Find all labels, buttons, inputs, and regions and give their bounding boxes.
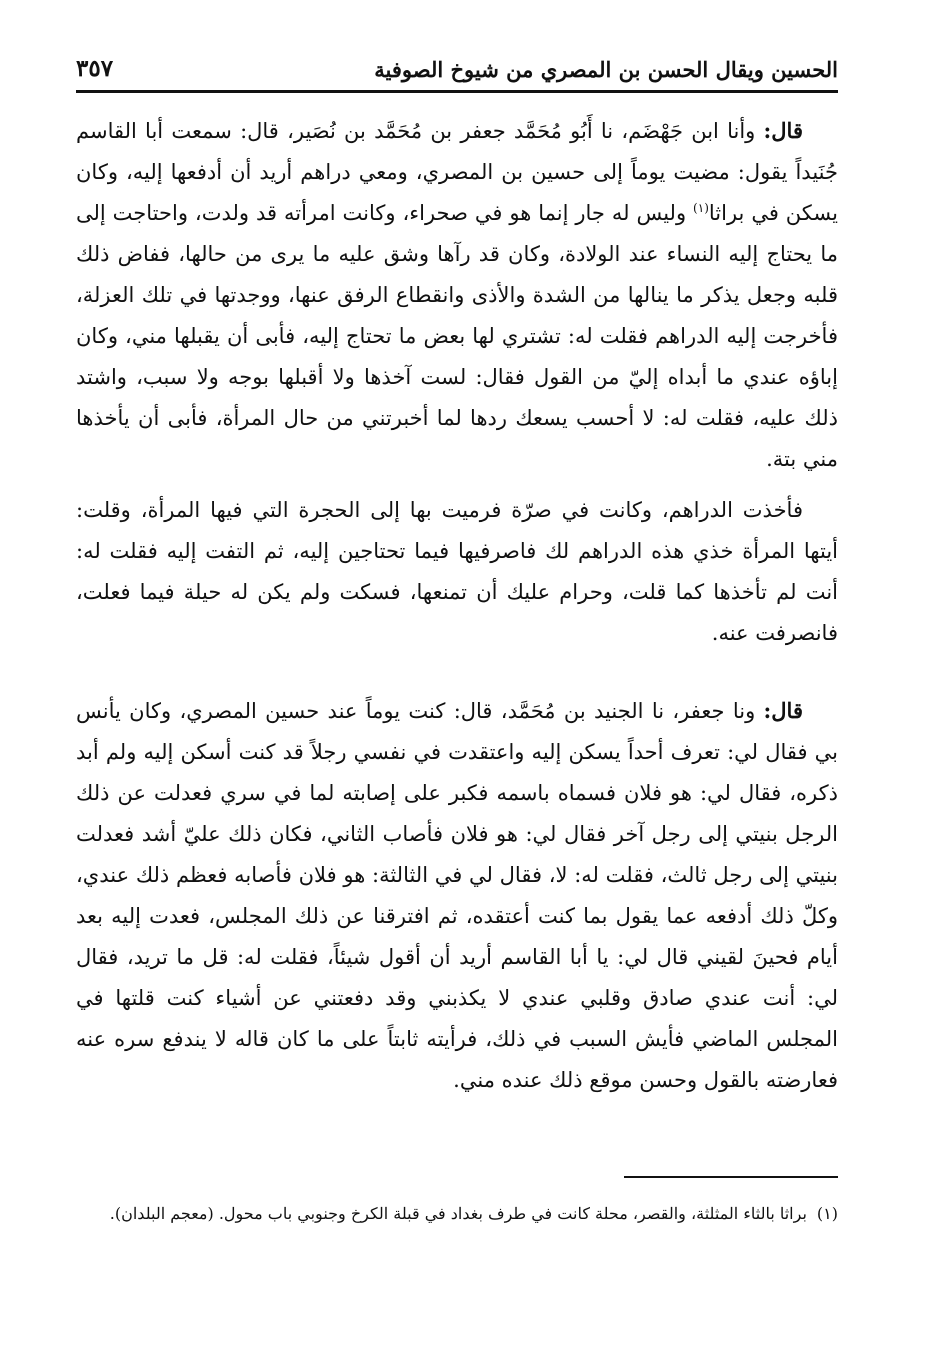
running-title: الحسين ويقال الحسن بن المصري من شيوخ الصوفية	[374, 57, 838, 82]
paragraph-2: فأخذت الدراهم، وكانت في صرّة فرميت بها إلى الحجرة التي فيها المرأة، وقلت: أيتها المرأة خذي هذه الدراهم لك فاصرفيها فيما تحتاجين إليه، ثم التفت إليه فقلت له: أنت لم تأخذها كما قلت، وحرام عليك أن تمنعها، فسكت ولم يكن له حيلة فيما فعلت، فانصرفت عنه.	[76, 498, 838, 645]
paragraph-1	[76, 110, 838, 480]
main-text	[76, 110, 838, 1101]
footnotes	[76, 1200, 838, 1228]
footnote-1	[76, 1200, 838, 1228]
paragraph-text-continued: وليس له جار إنما هو في صحراء، وكانت امرأته قد ولدت، واحتاجت إلى ما يحتاج إليه النساء عند الولادة، وكان قد رآها وشق عليه ما يرى من حالها، ففاض ذلك قلبه وجعل يذكر ما ينالها من الشدة والأذى وانقطاع الرفق عنها، ووجدتها في تلك العزلة، فأخرجت إليه الدراهم فقلت له: تشتري لها بعض ما تحتاج إليه، فأبى أن يقبلها مني، وكان إباؤه عندي ما أبداه إليّ من القول فقال: لست آخذها ولا أقبلها بوجه ولا سبب، واشتد ذلك عليه، فقلت له: لا أحسب يسعك ردها لما أخبرتني من حال المرأة، فأبى أن يأخذها مني بتة.	[76, 201, 838, 471]
footnote-reference[interactable]: (١)	[693, 201, 709, 215]
paragraph-3	[76, 690, 838, 1101]
page-number: ٣٥٧	[76, 55, 114, 82]
footnote-label: (١)	[816, 1204, 838, 1223]
paragraph-text: وأنا ابن جَهْضَم، نا أَبُو مُحَمَّد جعفر بن مُحَمَّد بن نُصَير، قال: سمعت أبا القاسم جُنَيداً يقول: مضيت يوماً إلى حسين بن المصري، ومعي دراهم أريد أن أدفعها إليه، وكان يسكن في براثا	[76, 119, 838, 225]
paragraph-lead: قال:	[763, 118, 803, 143]
page-header	[76, 42, 838, 93]
paragraph-text: ونا جعفر، نا الجنيد بن مُحَمَّد، قال: كنت يوماً عند حسين المصري، وكان يأنس بي فقال لي: تعرف أحداً يسكن إليه واعتقدت في نفسي رجلاً قد كنت أسكن إليه ولم أبد ذكره، فقال لي: هو فلان فسماه باسمه فكبر على إصابته لما في سري فعدلت عن ذلك الرجل بنيتي إلى رجل آخر فقال لي: هو فلان فأصاب الثاني، فكان ذلك عليّ أشد فعدلت بنيتي إلى رجل ثالث، فقلت له: لا، فقال لي في الثالثة: هو فلان فأصابه فعظم ذلك عندي، وكلّ ذلك أدفعه عما يقول بما كنت أعتقده، ثم افترقنا عن ذلك المجلس، فعدت إليه بعد أيام فحينَ لقيني قال لي: يا أبا القاسم أريد أن أقول شيئاً، فقلت له: قل ما تريد، فقال لي: أنت عندي صادق وقلبي عندي لا يكذبني وقد دفعتني عن أشياء كنت قلتها في المجلس الماضي فأيش السبب في ذلك، فرأيته ثابتاً على ما كان قاله لا يندفع سره عنه فعارضته بالقول وحسن موقع ذلك عنده مني.	[76, 699, 838, 1092]
footnote-divider	[624, 1176, 838, 1178]
paragraph-lead: قال:	[763, 698, 803, 723]
footnote-text: براثا بالثاء المثلثة، والقصر، محلة كانت في طرف بغداد في قبلة الكرخ وجنوبي باب محول. (معجم البلدان).	[109, 1204, 807, 1223]
